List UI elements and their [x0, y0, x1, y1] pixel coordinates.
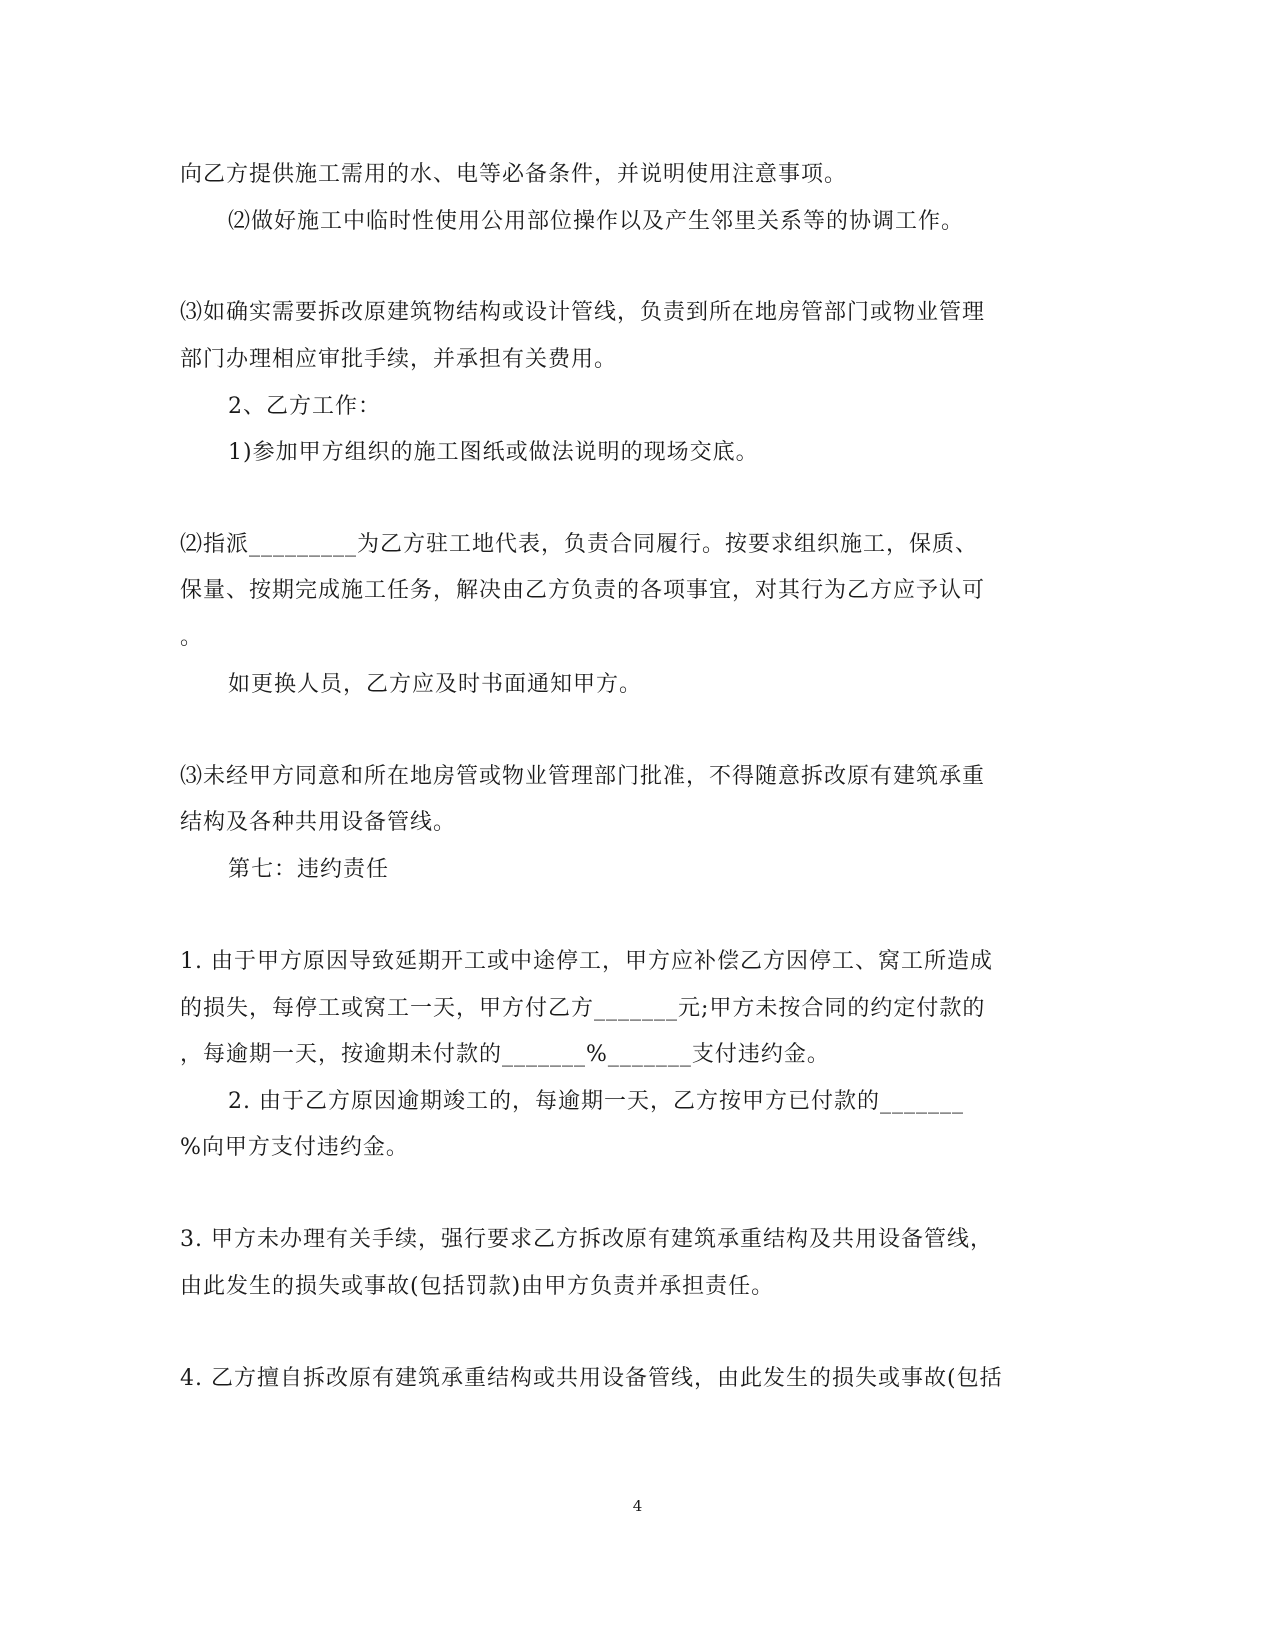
section-heading: 第七：违约责任: [228, 857, 390, 882]
paragraph-line: 由此发生的损失或事故(包括罚款)由甲方负责并承担责任。: [180, 1274, 775, 1299]
paragraph-line: ⑵指派_________为乙方驻工地代表，负责合同履行。按要求组织施工，保质、: [180, 532, 979, 557]
paragraph-line: ，每逾期一天，按逾期未付款的_______%_______支付违约金。: [180, 1042, 830, 1067]
paragraph-line: ⑵做好施工中临时性使用公用部位操作以及产生邻里关系等的协调工作。: [228, 209, 965, 234]
paragraph-line: 结构及各种共用设备管线。: [180, 810, 457, 835]
paragraph-line: 1)参加甲方组织的施工图纸或做法说明的现场交底。: [228, 440, 759, 465]
paragraph-line: 1. 由于甲方原因导致延期开工或中途停工，甲方应补偿乙方因停工、窝工所造成: [180, 949, 993, 974]
paragraph-line: 保量、按期完成施工任务，解决由乙方负责的各项事宜，对其行为乙方应予认可: [180, 578, 986, 603]
paragraph-line: ⑶未经甲方同意和所在地房管或物业管理部门批准，不得随意拆改原有建筑承重: [180, 764, 986, 789]
paragraph-line: 向乙方提供施工需用的水、电等必备条件，并说明使用注意事项。: [180, 162, 848, 187]
paragraph-line: ⑶如确实需要拆改原建筑物结构或设计管线，负责到所在地房管部门或物业管理: [180, 300, 986, 325]
paragraph-line: 如更换人员，乙方应及时书面通知甲方。: [228, 672, 643, 697]
page-number: 4: [632, 1497, 643, 1515]
section-heading: 2、乙方工作：: [228, 394, 381, 419]
paragraph-line: 2. 由于乙方原因逾期竣工的，每逾期一天，乙方按甲方已付款的_______: [228, 1089, 964, 1114]
paragraph-line: %向甲方支付违约金。: [180, 1135, 409, 1160]
paragraph-line: 3. 甲方未办理有关手续，强行要求乙方拆改原有建筑承重结构及共用设备管线，: [180, 1227, 993, 1252]
paragraph-line: 部门办理相应审批手续，并承担有关费用。: [180, 347, 618, 372]
paragraph-line: 。: [180, 625, 204, 650]
paragraph-line: 4. 乙方擅自拆改原有建筑承重结构或共用设备管线，由此发生的损失或事故(包括: [180, 1366, 1003, 1391]
paragraph-line: 的损失，每停工或窝工一天，甲方付乙方_______元;甲方未按合同的约定付款的: [180, 996, 986, 1021]
